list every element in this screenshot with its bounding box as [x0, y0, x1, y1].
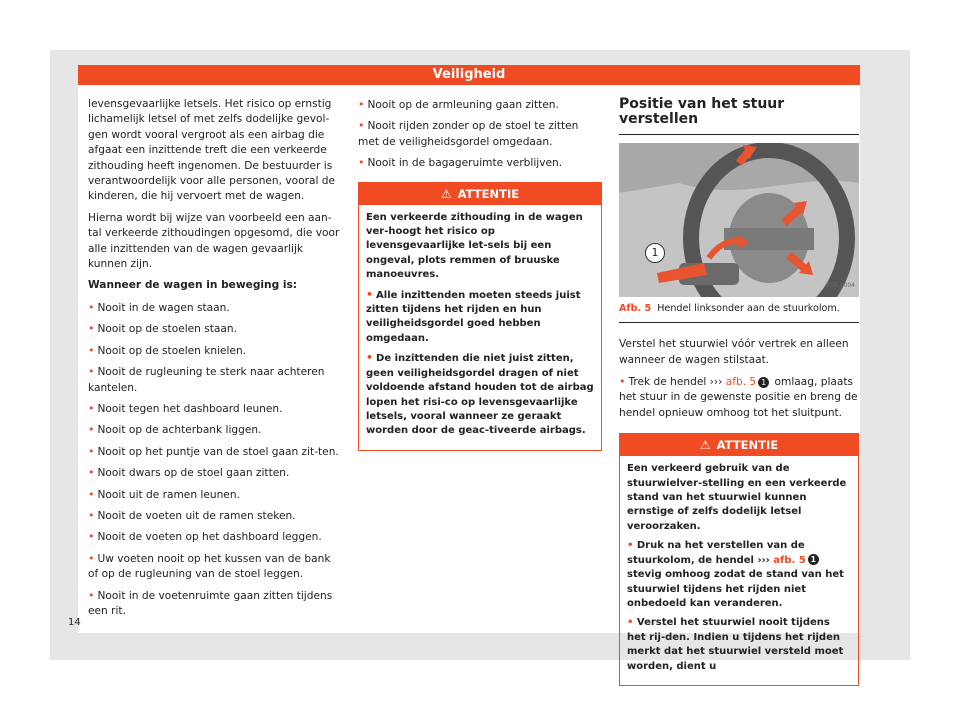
callout-circle: 1 — [758, 377, 769, 388]
instruction-bullet: • Trek de hendel ››› afb. 5 1 omlaag, plaats het stuur in de gewenste positie en breng de hendel opnieuw omhoog tot het sluitpunt. — [619, 375, 858, 419]
warning-icon: ⚠ — [699, 438, 711, 453]
bullet-text: Nooit op de armleuning gaan zitten. — [367, 99, 559, 111]
figure-caption — [619, 301, 859, 323]
bullet-item — [358, 118, 602, 150]
paragraph: Verstel het stuurwiel vóór vertrek en alleen wanneer de wagen stilstaat. — [619, 338, 849, 366]
bullet-item — [366, 288, 594, 347]
subheading: Wanneer de wagen in beweging is: — [88, 279, 298, 292]
bullet-list — [358, 97, 602, 172]
bullet-text: Nooit uit de ramen leunen. — [97, 488, 240, 501]
bullet-text: De inzittenden die niet juist zitten, geen veiligheidsgordel dragen of niet voldoende afstand houden tot de airbag lopen het risi-co op levensgevaarlijke letsels, vooral wanneer ze geraakt worden door de geac-tiveerde airbags. — [366, 353, 594, 437]
bullet-text: Nooit in de voetenruimte gaan zitten tijdens een rit. — [88, 589, 333, 617]
bullet-dot: • — [88, 466, 95, 480]
warning-header — [359, 183, 601, 205]
warning-body — [620, 456, 858, 685]
bullet-dot: • — [366, 287, 374, 301]
bullet-text: Nooit de rugleuning te sterk naar achteren kantelen. — [88, 366, 325, 394]
bullet-text: Nooit op het puntje van de stoel gaan zit-ten. — [97, 445, 339, 458]
bullet-dot: • — [88, 588, 95, 602]
warning-header — [620, 434, 858, 456]
bullet-text: Uw voeten nooit op het kussen van de bank of op de rugleuning van de stoel leggen. — [88, 552, 331, 581]
bullet-item — [88, 300, 343, 316]
warning-text: Een verkeerd gebruik van de stuurwielver-stelling en een verkeerde stand van het stuurwiel kunnen ernstige of zelfs dodelijk letsel veroorzaken. — [627, 463, 847, 532]
figure-ref: Afb. 5 — [619, 302, 652, 314]
bullet-item — [88, 444, 343, 460]
paragraph: Hierna wordt bij wijze van voorbeeld een aan-tal verkeerde zithoudingen opgesomd, die voor alle inzittenden van de wagen gevaarlijk kunnen zijn. — [88, 211, 340, 271]
bullet-dot: • — [88, 487, 95, 501]
warning-title: ATTENTIE — [457, 186, 520, 201]
bullet-dot: • — [88, 300, 95, 314]
page-number: 14 — [68, 617, 81, 628]
warning-box — [358, 182, 602, 451]
bullet-text: Nooit tegen het dashboard leunen. — [97, 402, 283, 415]
bullet-item — [88, 343, 343, 359]
warning-bullet-list — [366, 288, 594, 439]
bullet-text: Nooit de voeten uit de ramen steken. — [97, 509, 296, 522]
bullet-dot: • — [88, 508, 95, 522]
warning-text: Een verkeerde zithouding in de wagen ver-hoogt het risico op levensgevaarlijke let-sels bij een ongeval, plots remmen of bruuske manoeuvres. — [366, 211, 583, 281]
bullet-text: Nooit in de bagageruimte verblijven. — [367, 157, 563, 170]
bullet-list — [88, 300, 343, 620]
bullet-text: Alle inzittenden moeten steeds juist zitten tijdens het rijden en hun veiligheidsgordel goed hebben omgedaan. — [366, 289, 581, 344]
warning-icon: ⚠ — [440, 186, 452, 201]
bullet-text: Nooit op de stoelen staan. — [97, 323, 237, 336]
figure-callout-number: 1 — [645, 243, 665, 263]
bullet-item — [88, 529, 343, 545]
section-header: Veiligheid — [78, 65, 860, 85]
column-middle — [358, 97, 602, 451]
warning-bullet: • Druk na het verstellen van de stuurkolom, de hendel ››› afb. 5 1 stevig omhoog zodat de stand van het stuurwiel tijdens het rijden niet onbedoeld kan veranderen. — [627, 540, 844, 609]
bullet-item — [88, 364, 343, 396]
bullet-dot: • — [88, 530, 95, 544]
bullet-text: Nooit op de stoelen knielen. — [97, 344, 247, 357]
bullet-text: Nooit dwars op de stoel gaan zitten. — [97, 467, 290, 480]
bullet-item — [88, 508, 343, 524]
figure-link[interactable]: afb. 5 — [725, 376, 757, 389]
bullet-item — [88, 588, 343, 620]
section-title: Positie van het stuur verstellen — [619, 97, 859, 135]
callout-circle: 1 — [808, 554, 819, 565]
bullet-dot: • — [358, 156, 365, 170]
bullet-dot: • — [366, 351, 374, 365]
warning-bullet: • Verstel het stuurwiel nooit tijdens het rij-den. Indien u tijdens het rijden merkt dat het stuurwiel versteld moet worden, dient u — [627, 617, 844, 672]
bullet-dot: • — [88, 322, 95, 336]
bullet-item — [366, 351, 594, 438]
bullet-text: Nooit in de wagen staan. — [97, 301, 230, 314]
figure-code: B5F-1004 — [826, 282, 855, 290]
column-left — [88, 97, 343, 624]
bullet-dot: • — [88, 343, 95, 357]
figure-steering-wheel — [619, 143, 859, 297]
bullet-dot: • — [619, 375, 626, 389]
bullet-dot: • — [88, 444, 95, 458]
bullet-item — [358, 155, 602, 171]
bullet-dot: • — [88, 365, 95, 379]
warning-box — [619, 433, 859, 686]
bullet-text: Nooit rijden zonder op de stoel te zitten met de veiligheidsgordel omgedaan. — [358, 120, 579, 148]
bullet-dot: • — [358, 98, 365, 111]
warning-body — [359, 205, 601, 450]
figure-link[interactable]: afb. 5 — [773, 554, 806, 566]
bullet-text: Nooit de voeten op het dashboard leggen. — [97, 531, 322, 544]
bullet-dot: • — [88, 551, 95, 565]
column-right — [619, 97, 859, 686]
bullet-item — [358, 97, 602, 113]
bullet-item — [88, 422, 343, 438]
bullet-item — [88, 551, 343, 583]
bullet-item — [88, 465, 343, 481]
warning-title: ATTENTIE — [716, 438, 779, 453]
figure-caption-text: Hendel linksonder aan de stuurkolom. — [657, 302, 840, 314]
bullet-dot: • — [88, 423, 95, 437]
bullet-text: Nooit op de achterbank liggen. — [97, 424, 262, 437]
bullet-item — [88, 487, 343, 503]
steering-wheel-illustration — [619, 143, 859, 297]
paragraph: levensgevaarlijke letsels. Het risico op ernstig lichamelijk letsel of met zelfs dodelijke gevol-gen wordt vooral vergroot als een airbag die afgaat een inzittende treft die een verkeerde zithouding heeft ingenomen. De bestuurder is verantwoordelijk voor alle personen, vooral de kinderen, die hij vervoert met de wagen. — [88, 98, 336, 203]
bullet-dot: • — [88, 401, 95, 415]
bullet-item — [88, 321, 343, 337]
bullet-dot: • — [358, 119, 365, 133]
bullet-item — [88, 401, 343, 417]
